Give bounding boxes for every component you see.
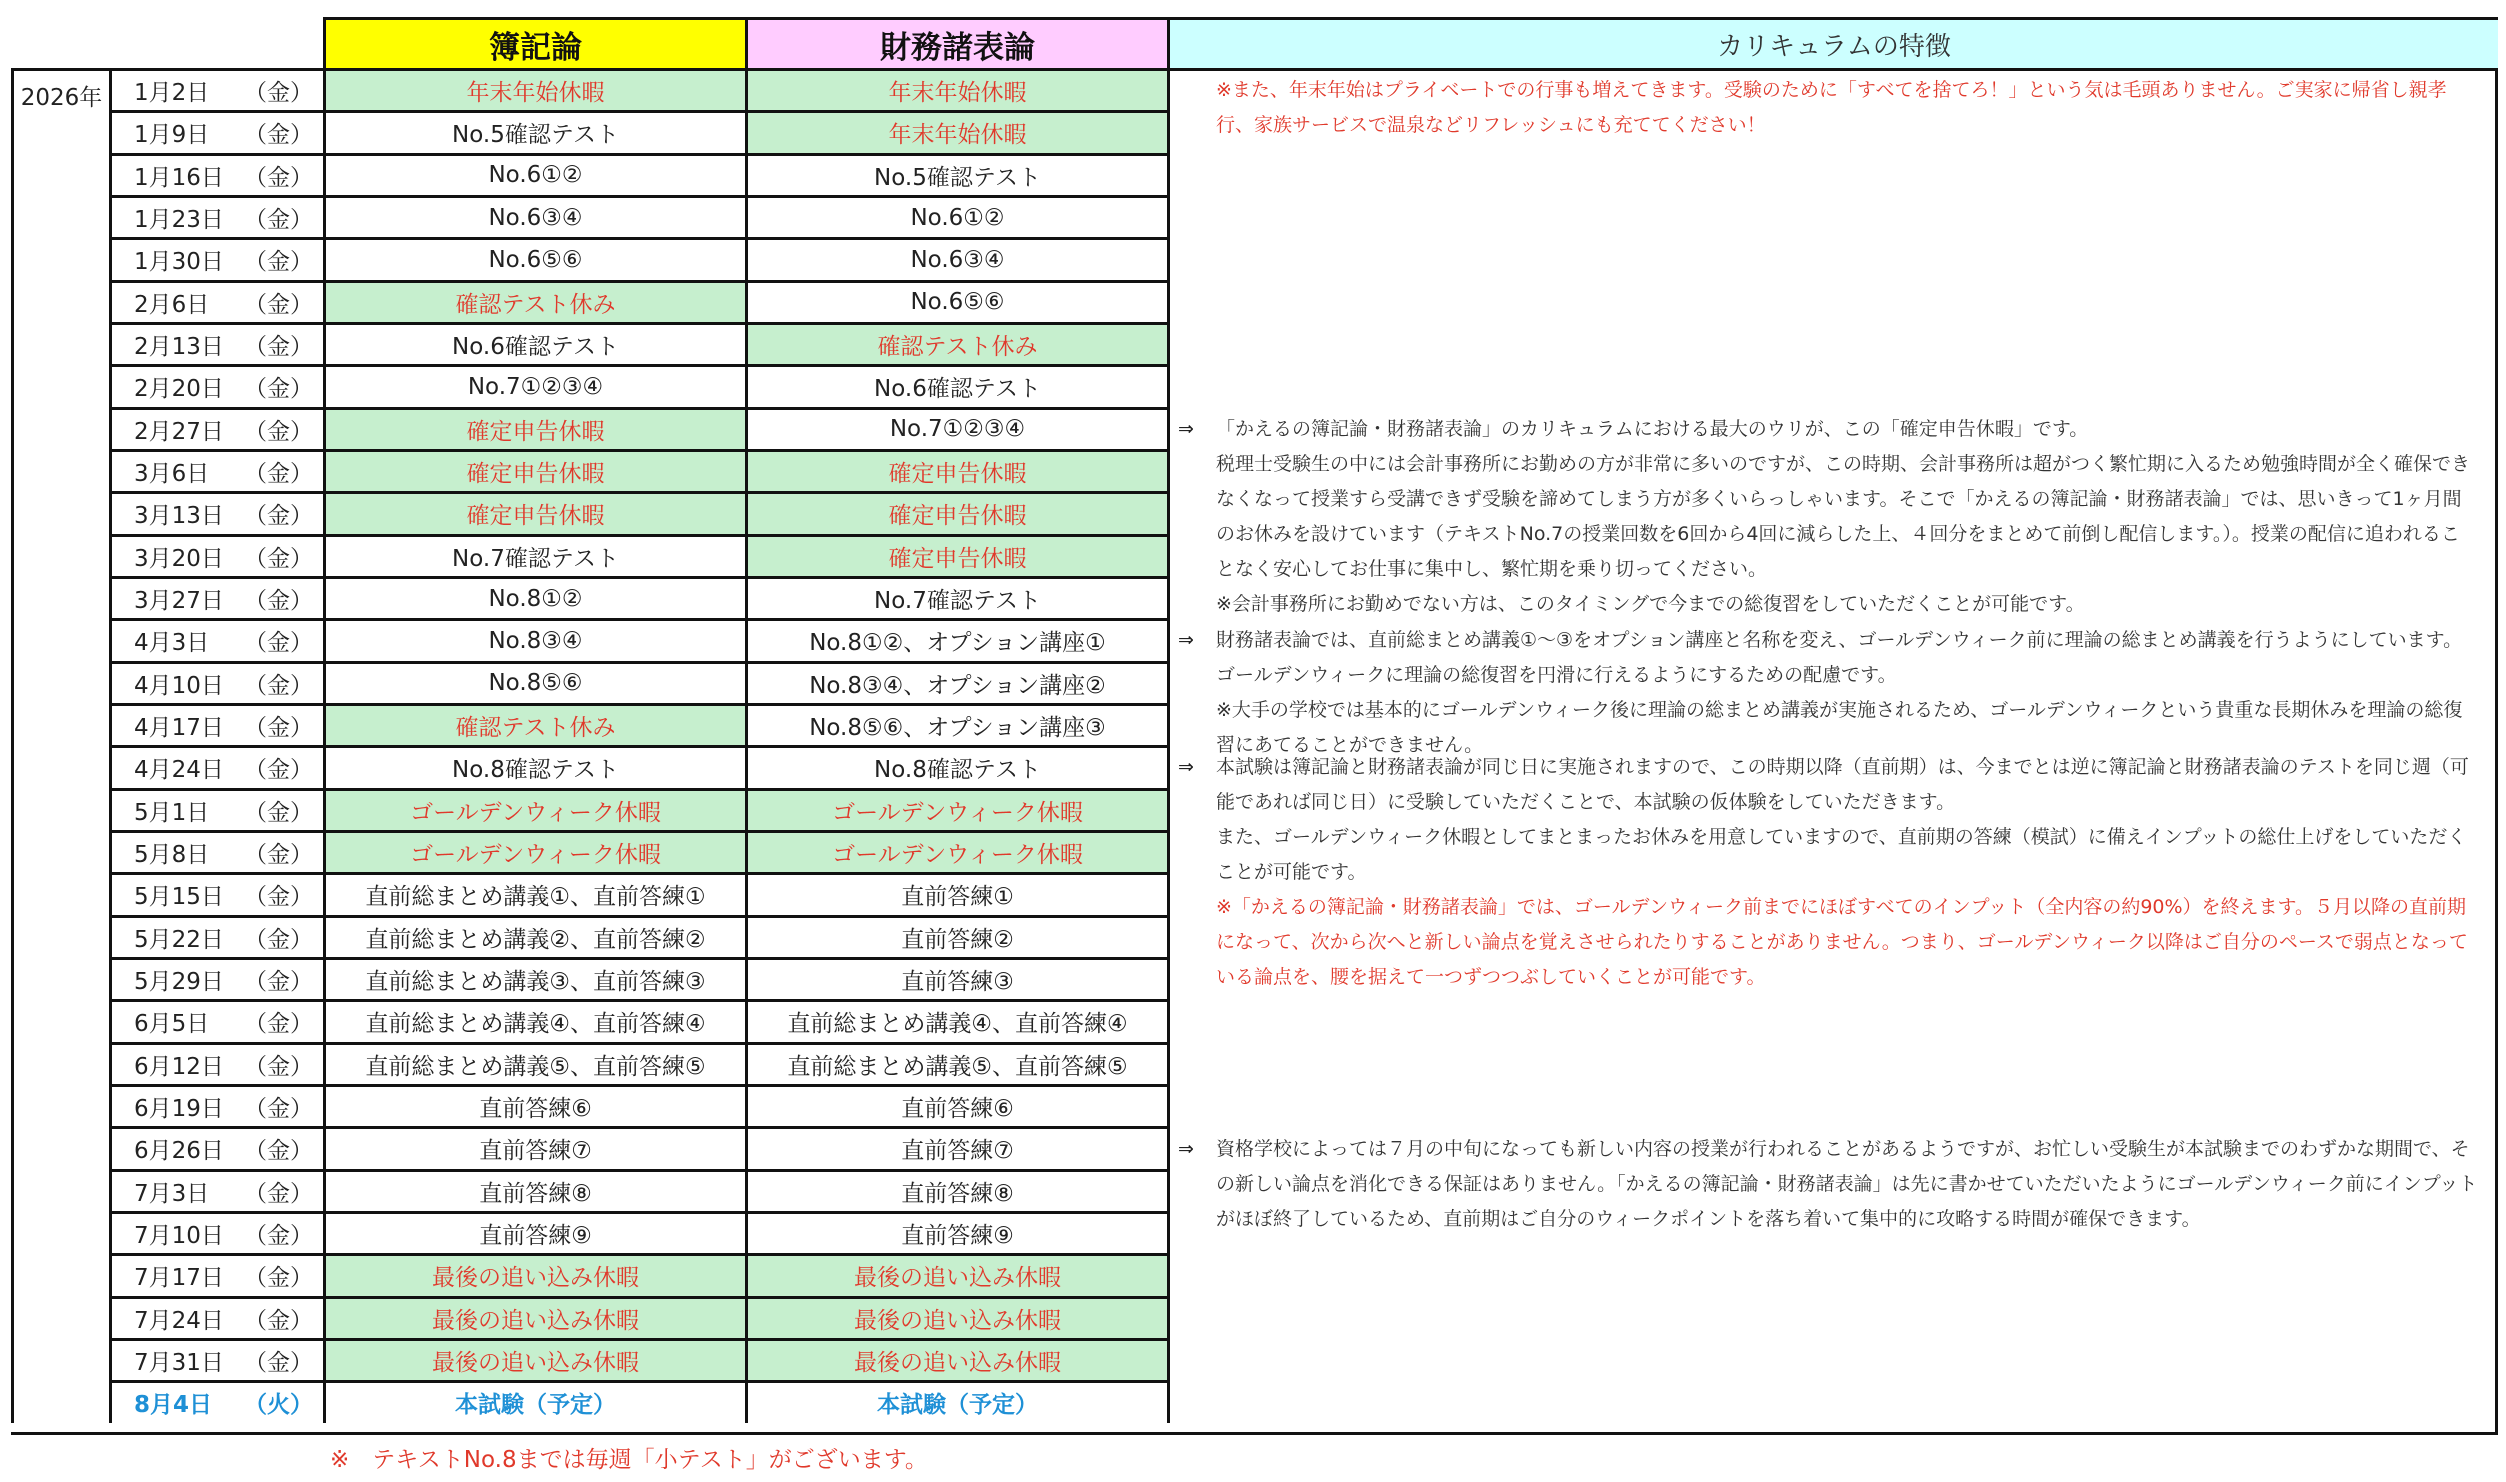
date-cell xyxy=(109,153,323,195)
feature-text: また、ゴールデンウィーク休暇としてまとまったお休みを用意していますので、直前期の答練（模試）に備えインプットの総仕上げをしていただくことが可能です。 xyxy=(1216,826,2467,884)
date-text: 2月20日 xyxy=(134,376,224,403)
feature-text: ※大手の学校では基本的にゴールデンウィーク後に理論の総まとめ講義が実施されるため、ゴールデンウィークという貴重な長期休みを理論の総復習にあてることができません。 xyxy=(1216,699,2463,757)
boki-cell: 最後の追い込み休暇 xyxy=(323,1253,745,1295)
weekday-text: （金） xyxy=(244,376,313,403)
weekday-text: （金） xyxy=(244,715,313,742)
boki-cell: No.7確認テスト xyxy=(323,534,745,576)
weekday-text: （金） xyxy=(244,1011,313,1038)
boki-cell: 直前総まとめ講義①、直前答練① xyxy=(323,872,745,914)
weekday-text: （金） xyxy=(244,757,313,784)
zaimu-cell: 確認テスト休み xyxy=(745,322,1167,364)
zaimu-cell: 直前答練⑧ xyxy=(745,1169,1167,1211)
zaimu-cell: 直前答練① xyxy=(745,872,1167,914)
date-text: 1月2日 xyxy=(134,80,210,107)
zaimu-cell: 年末年始休暇 xyxy=(745,110,1167,152)
date-cell xyxy=(109,364,323,406)
zaimu-cell: No.8確認テスト xyxy=(745,745,1167,787)
zaimu-cell: No.7①②③④ xyxy=(745,407,1167,449)
date-text: 3月6日 xyxy=(134,461,210,488)
weekday-text: （金） xyxy=(244,164,313,191)
date-text: 5月15日 xyxy=(134,884,224,911)
date-cell xyxy=(109,1296,323,1338)
year-cell: 2026年 xyxy=(11,68,109,1423)
zaimu-cell: 最後の追い込み休暇 xyxy=(745,1338,1167,1380)
date-cell xyxy=(109,1253,323,1295)
boki-cell: 直前総まとめ講義③、直前答練③ xyxy=(323,957,745,999)
zaimu-cell: 直前答練② xyxy=(745,915,1167,957)
arrow-icon: ⇒ xyxy=(1178,1137,1194,1160)
boki-cell: No.6確認テスト xyxy=(323,322,745,364)
zaimu-cell: No.6⑤⑥ xyxy=(745,280,1167,322)
date-cell xyxy=(109,915,323,957)
feature-text: 税理士受験生の中には会計事務所にお勤めの方が非常に多いのですが、この時期、会計事務所は超がつく繁忙期に入るため勉強時間が全く確保できなくなって授業すら受講できず受験を諦めてしまう方が多くいらっしゃいます。そこで「かえるの簿記論・財務諸表論」では、思いきって1ヶ月間のお休みを設けています（テキストNo.7の授業回数を6回から4回に減らした上、４回分をまとめて前倒し配信します。）。授業の配信に追われることなく安心してお仕事に集中し、繁忙期を乗り切ってください。 xyxy=(1216,452,2471,580)
date-text: 7月3日 xyxy=(134,1180,210,1207)
feature-text: ※会計事務所にお勤めでない方は、このタイミングで今までの総復習をしていただくことが可能です。 xyxy=(1216,592,2085,615)
date-cell xyxy=(109,618,323,660)
date-text: 2月13日 xyxy=(134,334,224,361)
date-text: 4月3日 xyxy=(134,630,210,657)
boki-cell: 直前総まとめ講義②、直前答練② xyxy=(323,915,745,957)
date-cell xyxy=(109,957,323,999)
date-cell xyxy=(109,322,323,364)
date-cell xyxy=(109,534,323,576)
date-text: 3月20日 xyxy=(134,545,224,572)
boki-cell: 直前答練⑨ xyxy=(323,1211,745,1253)
zaimu-cell: 確定申告休暇 xyxy=(745,534,1167,576)
weekday-text: （金） xyxy=(244,884,313,911)
date-cell xyxy=(109,1169,323,1211)
weekday-text: （金） xyxy=(244,1223,313,1250)
feature-text: 財務諸表論では、直前総まとめ講義①～③をオプション講座と名称を変え、ゴールデンウィーク前に理論の総まとめ講義を行うようにしています。ゴールデンウィークに理論の総復習を円滑に行えるようにするための配慮です。 xyxy=(1216,629,2463,687)
weekday-text: （金） xyxy=(244,926,313,953)
boki-cell: No.7①②③④ xyxy=(323,364,745,406)
boki-cell: No.8③④ xyxy=(323,618,745,660)
date-cell xyxy=(109,491,323,533)
date-cell xyxy=(109,1211,323,1253)
weekday-text: （火） xyxy=(244,1392,313,1419)
date-text: 5月1日 xyxy=(134,799,210,826)
header-blank-date xyxy=(109,17,323,68)
boki-cell: 確定申告休暇 xyxy=(323,449,745,491)
date-cell xyxy=(109,788,323,830)
zaimu-cell: 直前総まとめ講義④、直前答練④ xyxy=(745,999,1167,1041)
date-text: 1月30日 xyxy=(134,249,224,276)
date-cell xyxy=(109,68,323,110)
boki-cell: 最後の追い込み休暇 xyxy=(323,1338,745,1380)
zaimu-cell: 本試験（予定） xyxy=(745,1380,1167,1422)
date-text: 6月5日 xyxy=(134,1011,210,1038)
zaimu-cell: 確定申告休暇 xyxy=(745,491,1167,533)
boki-cell: No.8①② xyxy=(323,576,745,618)
boki-cell: 直前答練⑥ xyxy=(323,1084,745,1126)
feature-text: 「かえるの簿記論・財務諸表論」のカリキュラムにおける最大のウリが、この「確定申告休暇」です。 xyxy=(1216,417,2089,440)
date-text: 7月10日 xyxy=(134,1223,224,1250)
weekday-text: （金） xyxy=(244,249,313,276)
date-text: 7月24日 xyxy=(134,1307,224,1334)
date-cell xyxy=(109,449,323,491)
weekday-text: （金） xyxy=(244,461,313,488)
date-text: 8月4日 xyxy=(134,1392,213,1419)
weekday-text: （金） xyxy=(244,1265,313,1292)
date-text: 3月27日 xyxy=(134,588,224,615)
feature-text: 本試験は簿記論と財務諸表論が同じ日に実施されますので、この時期以降（直前期）は、今までとは逆に簿記論と財務諸表論のテストを同じ週（可能であれば同じ日）に受験していただくことで、本試験の仮体験をしていただきます。 xyxy=(1216,756,2469,814)
zaimu-cell: ゴールデンウィーク休暇 xyxy=(745,788,1167,830)
date-text: 6月26日 xyxy=(134,1138,224,1165)
zaimu-cell: 最後の追い込み休暇 xyxy=(745,1296,1167,1338)
zaimu-cell: No.8①②、オプション講座① xyxy=(745,618,1167,660)
weekday-text: （金） xyxy=(244,842,313,869)
weekday-text: （金） xyxy=(244,545,313,572)
date-text: 7月17日 xyxy=(134,1265,224,1292)
schedule-grid xyxy=(11,17,2498,1435)
boki-cell: 確定申告休暇 xyxy=(323,407,745,449)
weekday-text: （金） xyxy=(244,122,313,149)
feature-note xyxy=(1170,1132,2490,1237)
weekday-text: （金） xyxy=(244,588,313,615)
date-cell xyxy=(109,999,323,1041)
date-cell xyxy=(109,872,323,914)
date-text: 5月8日 xyxy=(134,842,210,869)
boki-cell: No.6①② xyxy=(323,153,745,195)
date-cell xyxy=(109,576,323,618)
header-zaimu: 財務諸表論 xyxy=(745,17,1167,68)
weekday-text: （金） xyxy=(244,1096,313,1123)
features-column xyxy=(1167,68,2498,1423)
zaimu-cell: ゴールデンウィーク休暇 xyxy=(745,830,1167,872)
footnote: ※ テキストNo.8までは毎週「小テスト」がございます。 xyxy=(330,1447,928,1473)
boki-cell: ゴールデンウィーク休暇 xyxy=(323,830,745,872)
header-features: カリキュラムの特徴 xyxy=(1167,17,2498,68)
weekday-text: （金） xyxy=(244,1350,313,1376)
header-blank-year xyxy=(11,17,109,68)
date-text: 2月27日 xyxy=(134,418,224,445)
date-text: 1月9日 xyxy=(134,122,210,149)
curriculum-table xyxy=(11,17,2498,1435)
zaimu-cell: No.8③④、オプション講座② xyxy=(745,661,1167,703)
date-cell xyxy=(109,1380,323,1422)
weekday-text: （金） xyxy=(244,503,313,530)
boki-cell: 直前答練⑧ xyxy=(323,1169,745,1211)
feature-note xyxy=(1170,750,2490,995)
feature-note xyxy=(1170,623,2490,763)
boki-cell: 直前総まとめ講義④、直前答練④ xyxy=(323,999,745,1041)
zaimu-cell: 直前答練⑥ xyxy=(745,1084,1167,1126)
date-cell xyxy=(109,237,323,279)
boki-cell: 直前総まとめ講義⑤、直前答練⑤ xyxy=(323,1042,745,1084)
weekday-text: （金） xyxy=(244,1307,313,1334)
zaimu-cell: No.6①② xyxy=(745,195,1167,237)
weekday-text: （金） xyxy=(244,630,313,657)
zaimu-cell: 最後の追い込み休暇 xyxy=(745,1253,1167,1295)
date-cell xyxy=(109,1042,323,1084)
date-cell xyxy=(109,110,323,152)
boki-cell: No.8⑤⑥ xyxy=(323,661,745,703)
boki-cell: 確定申告休暇 xyxy=(323,491,745,533)
weekday-text: （金） xyxy=(244,1138,313,1165)
feature-note xyxy=(1170,73,2490,143)
date-cell xyxy=(109,195,323,237)
date-cell xyxy=(109,830,323,872)
boki-cell: 確認テスト休み xyxy=(323,280,745,322)
date-text: 6月12日 xyxy=(134,1053,224,1080)
zaimu-cell: 確定申告休暇 xyxy=(745,449,1167,491)
date-cell xyxy=(109,661,323,703)
boki-cell: No.6⑤⑥ xyxy=(323,237,745,279)
boki-cell: 確認テスト休み xyxy=(323,703,745,745)
date-cell xyxy=(109,280,323,322)
feature-text: 資格学校によっては７月の中旬になっても新しい内容の授業が行われることがあるようですが、お忙しい受験生が本試験までのわずかな期間で、その新しい論点を消化できる保証はありません。「かえるの簿記論・財務諸表論」は先に書かせていただいたようにゴールデンウィーク前にインプットがほぼ終了しているため、直前期はご自分のウィークポイントを落ち着いて集中的に攻略する時間が確保できます。 xyxy=(1216,1137,2478,1230)
date-cell xyxy=(109,1338,323,1380)
boki-cell: 直前答練⑦ xyxy=(323,1126,745,1168)
weekday-text: （金） xyxy=(244,799,313,826)
zaimu-cell: 直前答練③ xyxy=(745,957,1167,999)
boki-cell: No.5確認テスト xyxy=(323,110,745,152)
weekday-text: （金） xyxy=(244,418,313,445)
header-boki: 簿記論 xyxy=(323,17,745,68)
boki-cell: 本試験（予定） xyxy=(323,1380,745,1422)
weekday-text: （金） xyxy=(244,1053,313,1080)
date-text: 5月29日 xyxy=(134,969,224,996)
weekday-text: （金） xyxy=(244,80,313,107)
zaimu-cell: 直前答練⑦ xyxy=(745,1126,1167,1168)
zaimu-cell: No.5確認テスト xyxy=(745,153,1167,195)
date-cell xyxy=(109,407,323,449)
weekday-text: （金） xyxy=(244,969,313,996)
date-text: 1月23日 xyxy=(134,207,224,234)
date-cell xyxy=(109,703,323,745)
date-text: 6月19日 xyxy=(134,1096,224,1123)
arrow-icon: ⇒ xyxy=(1178,417,1194,440)
boki-cell: 年末年始休暇 xyxy=(323,68,745,110)
zaimu-cell: No.6確認テスト xyxy=(745,364,1167,406)
boki-cell: 最後の追い込み休暇 xyxy=(323,1296,745,1338)
weekday-text: （金） xyxy=(244,1180,313,1207)
date-text: 4月17日 xyxy=(134,715,224,742)
weekday-text: （金） xyxy=(244,334,313,361)
zaimu-cell: 直前答練⑨ xyxy=(745,1211,1167,1253)
feature-note xyxy=(1170,412,2490,622)
zaimu-cell: No.7確認テスト xyxy=(745,576,1167,618)
weekday-text: （金） xyxy=(244,291,313,318)
boki-cell: No.6③④ xyxy=(323,195,745,237)
feature-text: ※また、年末年始はプライベートでの行事も増えてきます。受験のために「すべてを捨てろ！」という気は毛頭ありません。ご実家に帰省し親孝行、家族サービスで温泉などリフレッシュにも充ててください！ xyxy=(1216,79,2447,136)
date-text: 5月22日 xyxy=(134,926,224,953)
zaimu-cell: No.8⑤⑥、オプション講座③ xyxy=(745,703,1167,745)
date-cell xyxy=(109,745,323,787)
arrow-icon: ⇒ xyxy=(1178,629,1194,652)
boki-cell: ゴールデンウィーク休暇 xyxy=(323,788,745,830)
zaimu-cell: 年末年始休暇 xyxy=(745,68,1167,110)
date-cell xyxy=(109,1126,323,1168)
date-text: 7月31日 xyxy=(134,1350,224,1376)
date-text: 3月13日 xyxy=(134,503,224,530)
arrow-icon: ⇒ xyxy=(1178,756,1194,779)
date-text: 1月16日 xyxy=(134,164,224,191)
weekday-text: （金） xyxy=(244,207,313,234)
date-text: 4月24日 xyxy=(134,757,224,784)
zaimu-cell: No.6③④ xyxy=(745,237,1167,279)
zaimu-cell: 直前総まとめ講義⑤、直前答練⑤ xyxy=(745,1042,1167,1084)
date-text: 4月10日 xyxy=(134,672,224,699)
date-cell xyxy=(109,1084,323,1126)
feature-text: ※「かえるの簿記論・財務諸表論」では、ゴールデンウィーク前までにほぼすべてのインプット（全内容の約90%）を終えます。５月以降の直前期になって、次から次へと新しい論点を覚えさせられたりすることがありません。つまり、ゴールデンウィーク以降はご自分のペースで弱点となっている論点を、腰を据えて一つずつつぶしていくことが可能です。 xyxy=(1216,896,2468,989)
boki-cell: No.8確認テスト xyxy=(323,745,745,787)
weekday-text: （金） xyxy=(244,672,313,699)
date-text: 2月6日 xyxy=(134,291,210,318)
